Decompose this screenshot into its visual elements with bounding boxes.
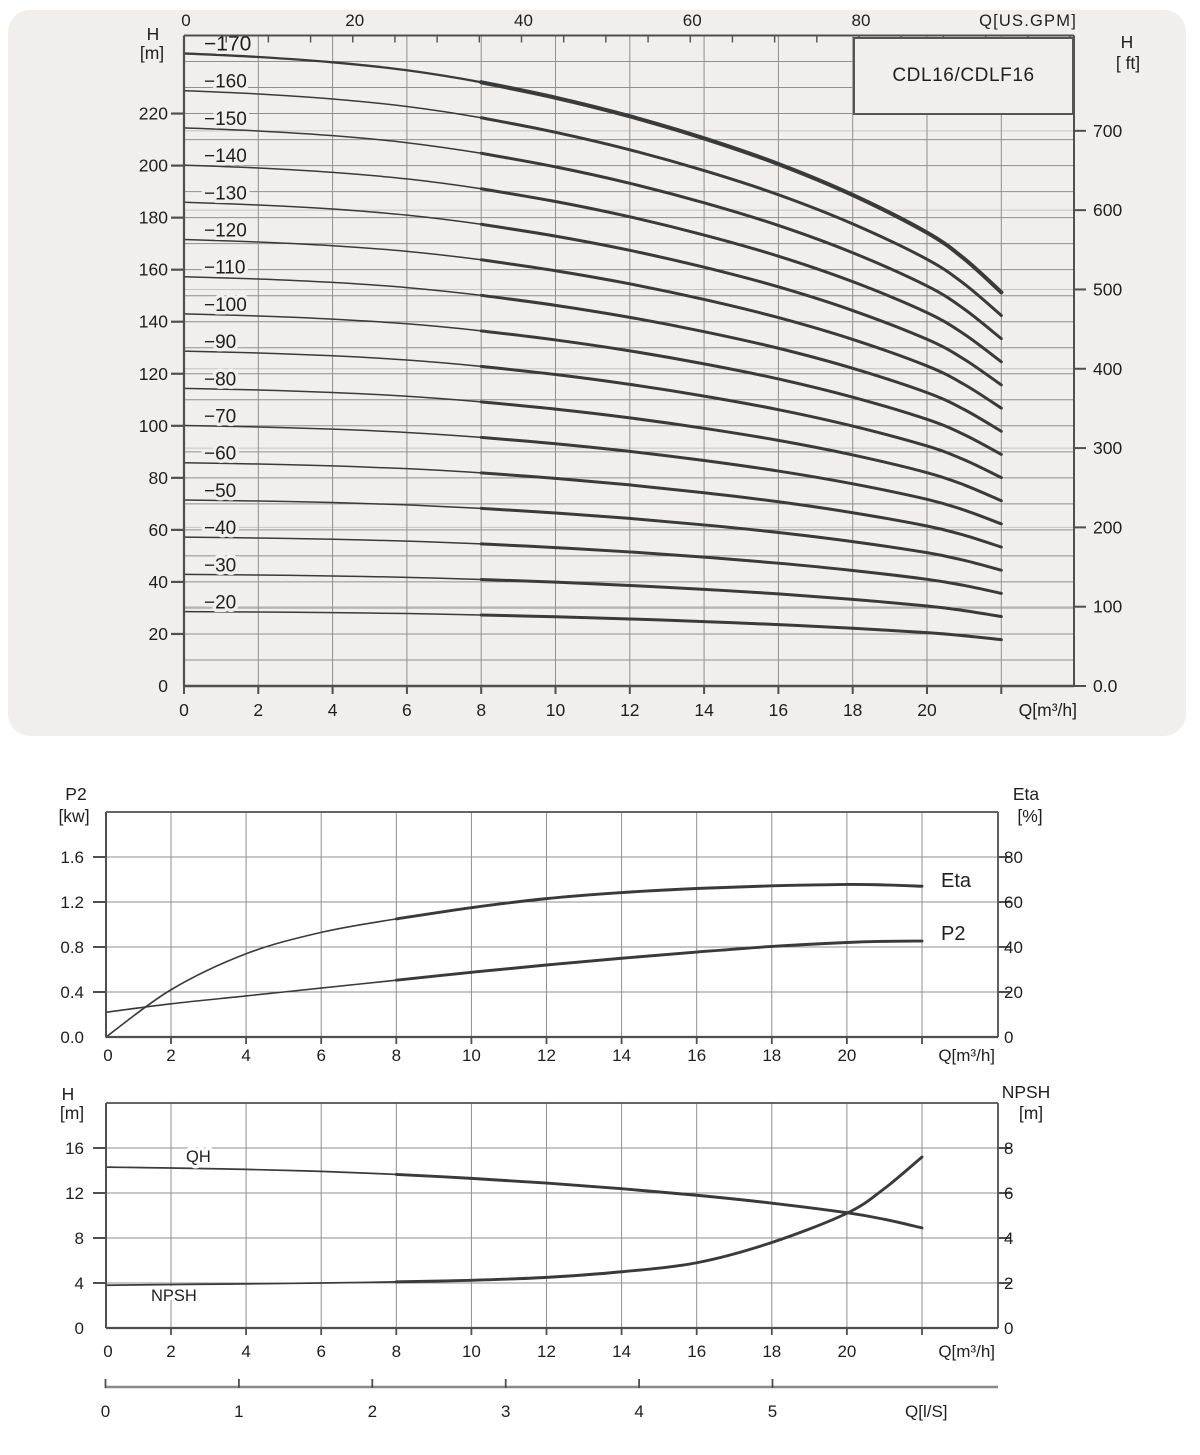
x-tick-label: 14 [694,700,714,720]
x-tick-label: 10 [461,1046,481,1065]
y-right-tick-label: 4 [1004,1229,1014,1248]
model-label: CDL16/CDLF16 [892,65,1035,86]
y-left-tick-label: 0.8 [60,938,84,957]
y-right-tick-label: 20 [1004,983,1023,1002]
lps-axis-unit: Q[l/S] [905,1402,948,1421]
y-left-tick-label: 160 [138,259,168,280]
curve-label: −110 [204,257,246,279]
y-left-tick-label: 1.2 [60,893,84,912]
npsh-curve-label: NPSH [151,1287,197,1305]
x-tick-label: 18 [762,1046,782,1065]
y-right-tick-label: 400 [1093,358,1123,379]
y-left-axis-unit: [m] [139,43,165,63]
eta-curve [106,884,922,1037]
curve-label: −100 [204,294,247,316]
y-right-tick-label: 2 [1004,1274,1014,1293]
x-tick-label: 20 [837,1046,857,1065]
y-right-axis-name: NPSH [1001,1082,1051,1102]
curve-label: −150 [204,108,247,130]
lps-tick-label: 0 [100,1402,111,1421]
x-tick-label: 0 [103,1046,113,1065]
curve-label: −170 [204,32,252,56]
y-right-axis-unit: [ ft] [1115,53,1141,73]
y-right-tick-label: 6 [1004,1184,1014,1203]
curve-label: −70 [204,406,237,428]
curve-label: −50 [204,480,237,502]
curve-label: −140 [204,146,247,168]
curve-label: −90 [204,332,237,354]
x-tick-label: 8 [391,1342,402,1361]
y-right-axis-unit: [%] [1017,806,1043,826]
y-left-tick-label: 200 [138,155,168,176]
npsh-curve-bold-range [396,1157,922,1282]
x-tick-label: 10 [545,700,566,720]
y-right-tick-label: 200 [1093,517,1123,538]
y-left-axis-unit: [m] [59,1103,85,1123]
curve-label: −60 [204,443,237,465]
x-axis-unit: Q[m³/h] [1018,700,1077,720]
y-left-tick-label: 4 [74,1274,84,1293]
x-tick-label: 6 [402,700,412,720]
y-left-tick-label: 0.0 [60,1028,84,1047]
y-right-tick-label: 40 [1004,938,1023,957]
y-left-tick-label: 180 [138,207,168,228]
y-right-tick-label: 80 [1004,848,1023,867]
x-tick-label: 4 [241,1046,251,1065]
x-top-tick-label: 40 [514,11,533,30]
x-tick-label: 4 [327,700,338,720]
x-tick-label: 8 [476,700,487,720]
p2-curve-label: P2 [941,923,966,945]
x-tick-label: 6 [316,1342,326,1361]
x-axis-unit: Q[m³/h] [938,1046,995,1065]
curve-label: −20 [204,592,237,614]
y-left-tick-label: 60 [148,519,168,540]
x-top-tick-label: 60 [682,11,702,30]
x-tick-label: 16 [687,1046,707,1065]
y-right-tick-label: 8 [1004,1139,1014,1158]
y-right-tick-label: 300 [1093,438,1123,459]
x-tick-label: 0 [103,1342,113,1361]
y-right-tick-label: 500 [1093,279,1123,300]
qh-curve-bold-range [396,1174,922,1227]
x-axis-unit: Q[m³/h] [938,1342,995,1361]
y-left-axis-name: P2 [65,784,87,804]
y-left-tick-label: 0.4 [60,983,84,1002]
x-top-tick-label: 20 [345,11,365,30]
y-right-tick-label: 0 [1004,1319,1014,1338]
x-tick-label: 2 [253,700,264,720]
y-left-tick-label: 40 [148,571,168,592]
x-tick-label: 8 [391,1046,402,1065]
y-left-tick-label: 220 [138,103,168,124]
y-right-axis-unit: [m] [1018,1103,1044,1123]
lps-tick-label: 5 [767,1402,778,1421]
model-label-box [853,37,1074,115]
y-right-tick-label: 100 [1093,596,1123,617]
y-left-axis-name: H [61,1084,75,1104]
x-tick-label: 2 [166,1046,176,1065]
y-left-tick-label: 1.6 [60,848,84,867]
x-tick-label: 6 [316,1046,326,1065]
curve-label: −80 [204,369,237,391]
y-right-tick-label: 0 [1004,1028,1014,1047]
y-left-tick-label: 16 [65,1139,84,1158]
y-left-tick-label: 20 [148,623,168,644]
y-right-tick-label: 600 [1093,200,1123,221]
x-tick-label: 2 [166,1342,176,1361]
x-tick-label: 12 [537,1342,556,1361]
x-tick-label: 14 [612,1342,632,1361]
x-tick-label: 16 [768,700,789,720]
lps-tick-label: 2 [367,1402,378,1421]
lps-tick-label: 4 [634,1402,644,1421]
y-left-tick-label: 12 [65,1184,84,1203]
lps-tick-label: 3 [500,1402,511,1421]
x-tick-label: 12 [620,700,640,720]
x-tick-label: 16 [687,1342,707,1361]
x-tick-label: 18 [762,1342,782,1361]
x-tick-label: 12 [537,1046,556,1065]
x-tick-label: 18 [842,700,863,720]
y-left-tick-label: 100 [138,415,168,436]
npsh-curve [106,1157,922,1285]
y-left-tick-label: 0 [158,676,168,696]
x-tick-label: 0 [179,700,189,720]
qh-curve-label: QH [186,1148,211,1166]
y-right-tick-label: 0.0 [1093,676,1118,696]
y-left-axis-unit: [kw] [58,806,90,826]
curve-label: −30 [204,555,237,577]
y-left-tick-label: 80 [148,467,168,488]
p2-curve [106,941,922,1012]
x-top-tick-label: 0 [181,11,191,30]
x-tick-label: 20 [837,1342,857,1361]
curve-label: −160 [204,71,247,93]
curve-label: −40 [204,518,237,540]
y-right-tick-label: 60 [1004,893,1023,912]
y-right-axis-name: Eta [1012,784,1040,804]
x-tick-label: 20 [917,700,937,720]
y-left-axis-name: H [146,24,160,44]
x-tick-label: 10 [461,1342,481,1361]
x-top-tick-label: 80 [851,11,871,30]
curve-label: −130 [204,183,247,205]
lps-tick-label: 1 [234,1402,244,1421]
y-left-tick-label: 8 [74,1229,84,1248]
y-left-tick-label: 0 [74,1319,84,1338]
x-tick-label: 4 [241,1342,251,1361]
x-top-axis-unit: Q[US.GPM] [979,12,1077,30]
x-tick-label: 14 [612,1046,632,1065]
y-left-tick-label: 140 [138,311,168,332]
y-right-axis-name: H [1120,32,1134,52]
qh-curve [106,1167,922,1228]
eta-curve-label: Eta [941,870,972,892]
curve-label: −120 [204,220,247,242]
y-right-tick-label: 700 [1093,120,1123,141]
y-left-tick-label: 120 [138,363,168,384]
